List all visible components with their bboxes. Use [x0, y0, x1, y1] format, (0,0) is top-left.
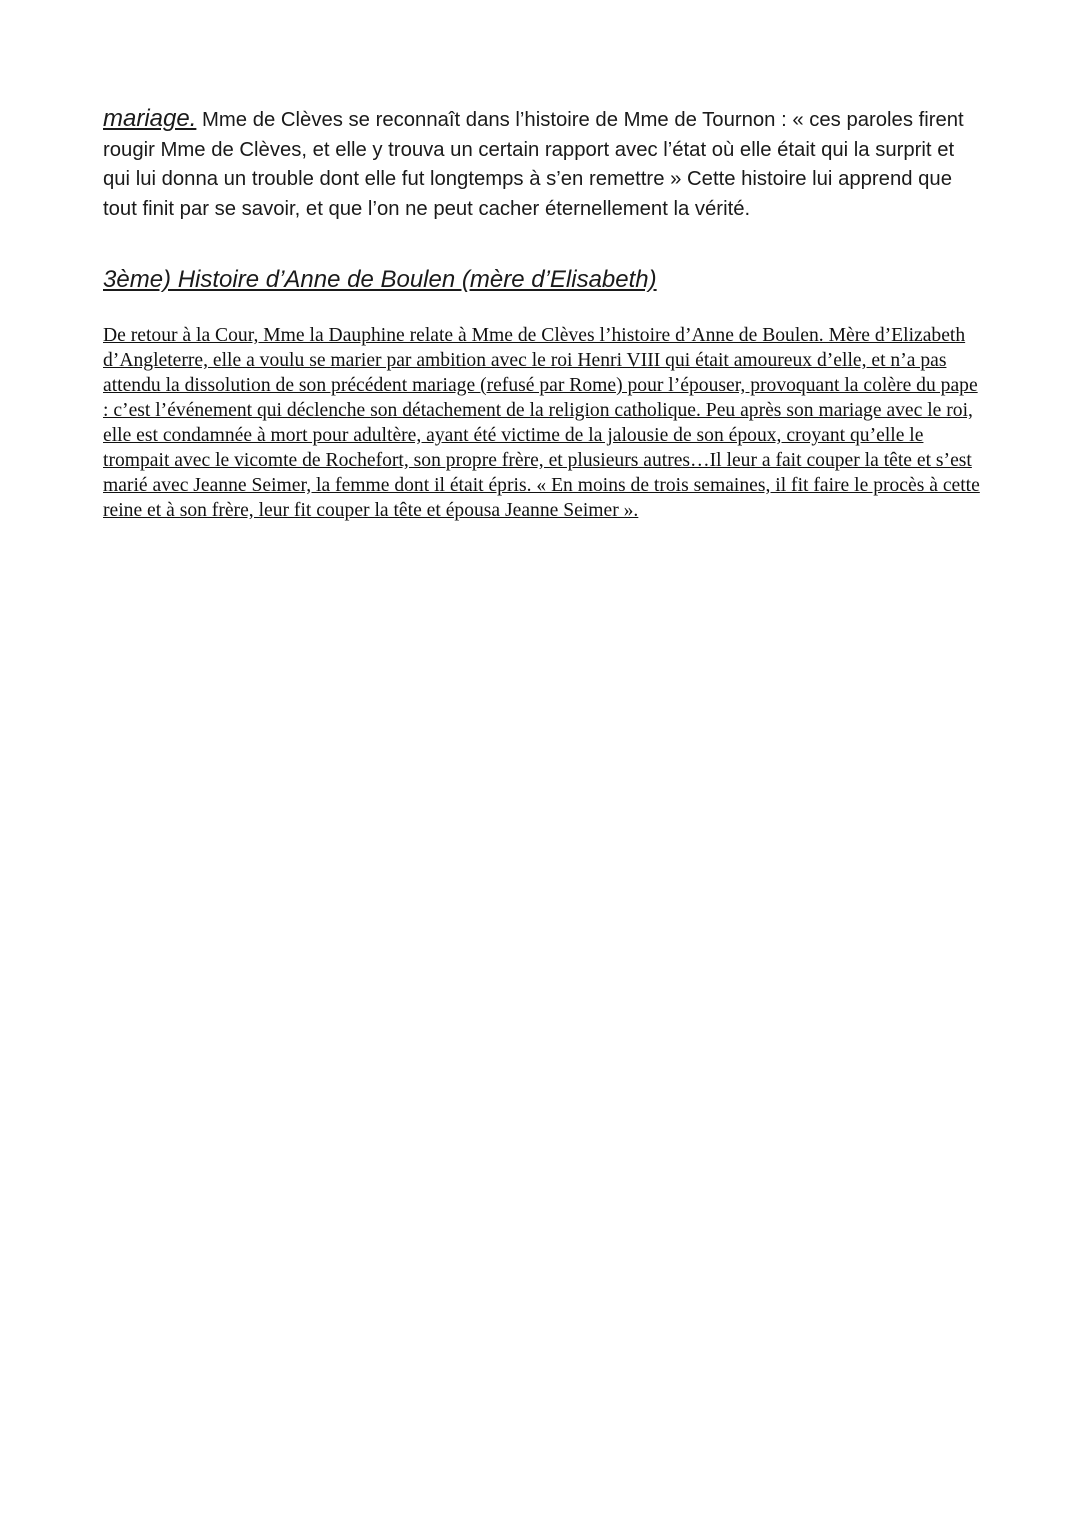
section-heading: 3ème) Histoire d’Anne de Boulen (mère d’Elisabeth)	[103, 266, 657, 293]
intro-paragraph-text: Mme de Clèves se reconnaît dans l’histoire de Mme de Tournon : « ces paroles firent rougir Mme de Clèves, et elle y trouva un certain rapport avec l’état où elle était qui la surprit et qui lui donna un trouble dont elle fut longtemps à s’en remettre » Cette histoire lui apprend que tout finit par se savoir, et que l’on ne peut cacher éternellement la vérité.	[103, 109, 964, 220]
intro-paragraph	[103, 104, 983, 224]
section-paragraph: De retour à la Cour, Mme la Dauphine relate à Mme de Clèves l’histoire d’Anne de Boulen. Mère d’Elizabeth d’Angleterre, elle a voulu se marier par ambition avec le roi Henri VIII qui était amoureux d’elle, et n’a pas attendu la dissolution de son précédent mariage (refusé par Rome) pour l’épouser, provoquant la colère du pape : c’est l’événement qui déclenche son détachement de la religion catholique. Peu après son mariage avec le roi, elle est condamnée à mort pour adultère, ayant été victime de la jalousie de son époux, croyant qu’elle le trompait avec le vicomte de Rochefort, son propre frère, et plusieurs autres…Il leur a fait couper la tête et s’est marié avec Jeanne Seimer, la femme dont il était épris. « En moins de trois semaines, il fit faire le procès à cette reine et à son frère, leur fit couper la tête et épousa Jeanne Seimer ».	[103, 325, 980, 521]
intro-lead-word: mariage.	[103, 105, 197, 132]
